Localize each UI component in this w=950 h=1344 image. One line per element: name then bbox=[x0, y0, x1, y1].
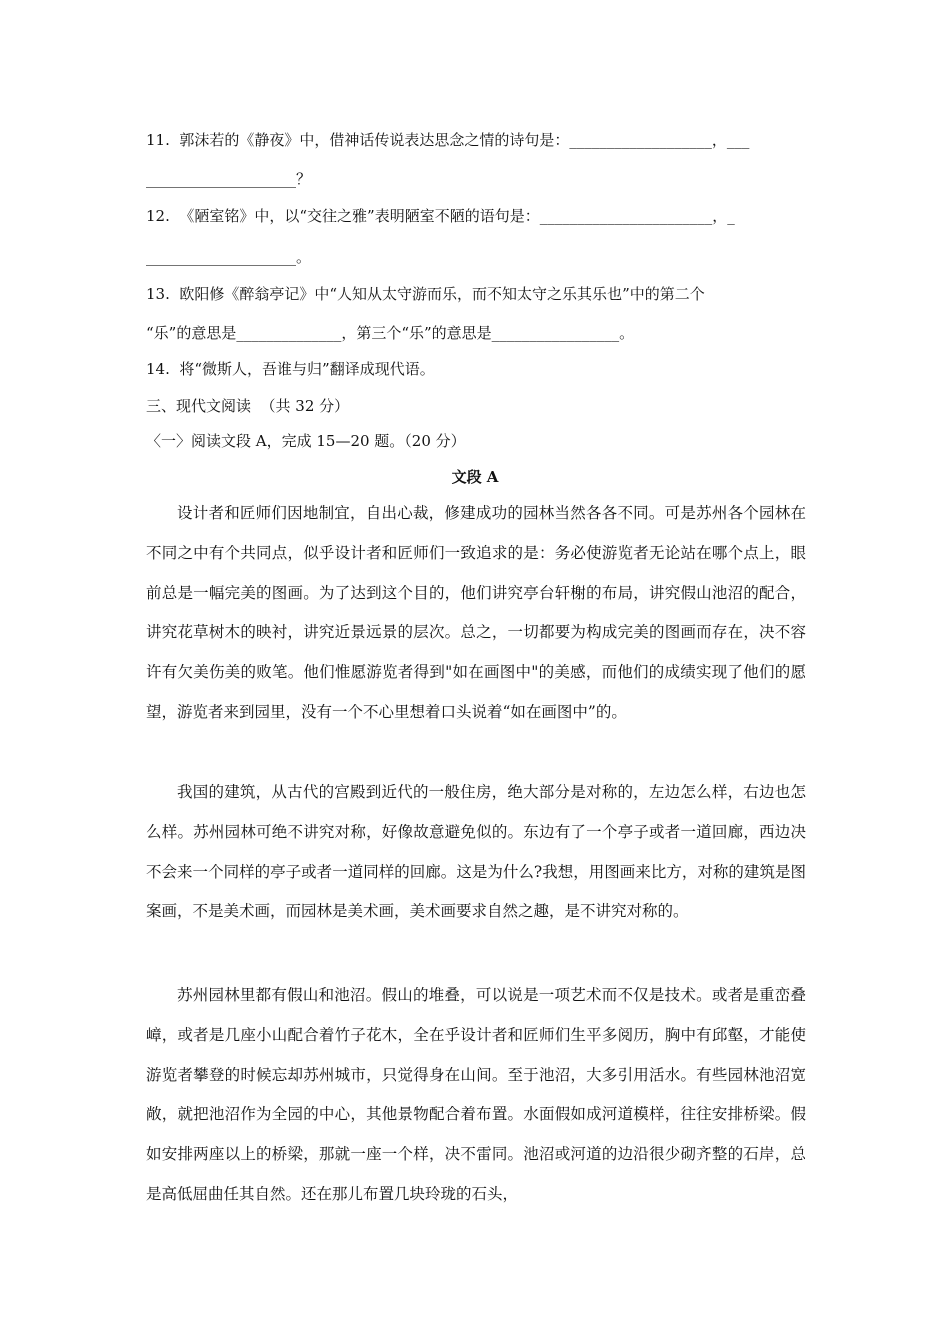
question-13-line-1: 13. 欧阳修《醉翁亭记》中“人知从太守游而乐，而不知太守之乐其乐也”中的第二个 bbox=[146, 285, 705, 303]
question-13-line-2: “乐”的意思是______________，第三个“乐”的意思是_________________。 bbox=[146, 324, 635, 342]
question-14: 14. 将“微斯人，吾谁与归”翻译成现代语。 bbox=[146, 360, 435, 378]
passage-paragraph-1: 设计者和匠师们因地制宜，自出心裁，修建成功的园林当然各各不同。可是苏州各个园林在不同之中有个共同点，似乎设计者和匠师们一致追求的是：务必使游览者无论站在哪个点上，眼前总是一幅完美的图画。为了达到这个目的，他们讲究亭台轩榭的布局，讲究假山池沼的配合，讲究花草树木的映衬，讲究近景远景的层次。总之，一切都要为构成完美的图画而存在，决不容许有欠美伤美的败笔。他们惟愿游览者得到"如在画图中"的美感，而他们的成绩实现了他们的愿望，游览者来到园里，没有一个不心里想着口头说着“如在画图中”的。 bbox=[146, 504, 806, 721]
question-11-line-2: ____________________？ bbox=[146, 170, 312, 188]
passage-paragraph-2: 我国的建筑，从古代的宫殿到近代的一般住房，绝大部分是对称的，左边怎么样，右边也怎么样。苏州园林可绝不讲究对称，好像故意避免似的。东边有了一个亭子或者一道回廊，西边决不会来一个同样的亭子或者一道同样的回廊。这是为什么?我想，用图画来比方，对称的建筑是图案画，不是美术画，而园林是美术画，美术画要求自然之趣，是不讲究对称的。 bbox=[146, 783, 806, 921]
question-12-line-2: ____________________。 bbox=[146, 248, 312, 266]
question-11-line-1: 11. 郭沫若的《静夜》中，借神话传说表达思念之情的诗句是：___________________，___ bbox=[146, 131, 750, 149]
section-subtitle: 〈一〉阅读文段 A，完成 15—20 题。（20 分） bbox=[146, 432, 466, 450]
passage-paragraph-3: 苏州园林里都有假山和池沼。假山的堆叠，可以说是一项艺术而不仅是技术。或者是重峦叠嶂，或者是几座小山配合着竹子花木，全在乎设计者和匠师们生平多阅历，胸中有邱壑，才能使游览者攀登的时候忘却苏州城市，只觉得身在山间。至于池沼，大多引用活水。有些园林池沼宽敞，就把池沼作为全园的中心，其他景物配合着布置。水面假如成河道模样，往往安排桥梁。假如安排两座以上的桥梁，那就一座一个样，决不雷同。池沼或河道的边沿很少砌齐整的石岸，总是高低屈曲任其自然。还在那儿布置几块玲珑的石头， bbox=[146, 986, 806, 1203]
passage-heading: 文段 A bbox=[451, 468, 499, 486]
section-title: 三、现代文阅读 （共 32 分） bbox=[146, 397, 350, 415]
question-12-line-1: 12. 《陋室铭》中，以“交往之雅”表明陋室不陋的语句是：_______________________，_ bbox=[146, 207, 735, 225]
